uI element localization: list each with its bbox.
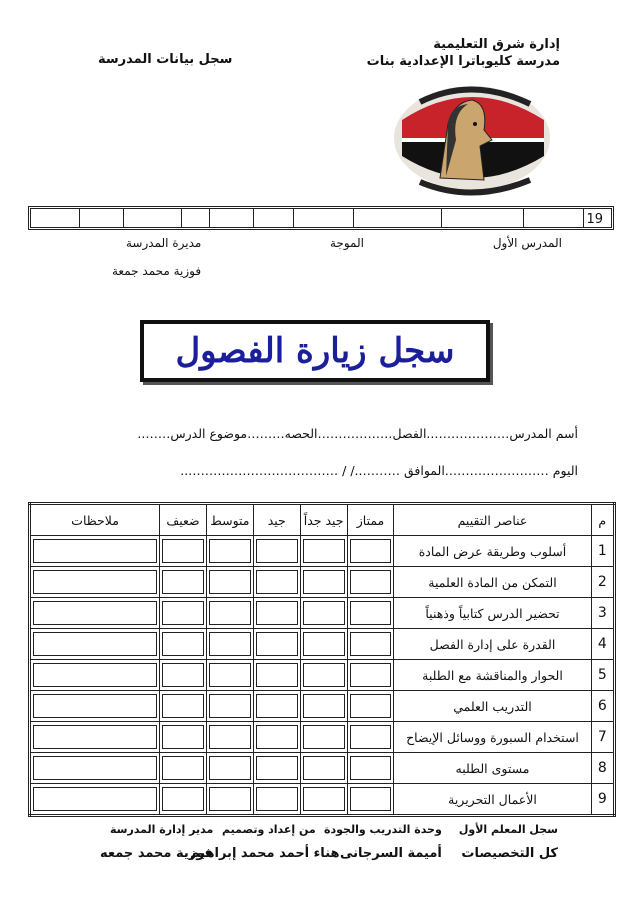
rating-cell-notes[interactable] [30, 629, 160, 660]
criterion-label: استخدام السبورة ووسائل الإيضاح [394, 722, 591, 753]
rating-box-excellent[interactable] [350, 539, 392, 563]
rating-box-good[interactable] [256, 632, 298, 656]
rating-box-very-good[interactable] [303, 632, 345, 656]
table-row [30, 629, 615, 660]
rating-cell-average[interactable] [206, 567, 253, 598]
page-title: سجل زيارة الفصول [175, 331, 455, 371]
rating-cell-excellent[interactable] [347, 753, 394, 784]
rating-box-excellent[interactable] [350, 694, 392, 718]
header-average: متوسط [206, 504, 253, 536]
header-num: م [591, 504, 614, 536]
table-row [30, 753, 615, 784]
footer-role-4: مدير إدارة المدرسة [110, 823, 214, 836]
rating-cell-weak[interactable] [160, 598, 207, 629]
rating-cell-good[interactable] [253, 598, 300, 629]
row-number: 7 [591, 722, 614, 753]
rating-box-average[interactable] [209, 756, 251, 780]
footer-role-1: سجل المعلم الأول [458, 823, 558, 836]
row-number: 1 [591, 536, 614, 567]
rating-cell-weak[interactable] [160, 753, 207, 784]
header-good: جيد [253, 504, 300, 536]
rating-cell-average[interactable] [206, 722, 253, 753]
school-name: مدرسة كليوباترا الإعدادية بنات [366, 54, 560, 69]
rating-box-very-good[interactable] [303, 663, 345, 687]
table-row [30, 722, 615, 753]
criterion-label: الأعمال التحريرية [394, 784, 591, 816]
teacher-class-line[interactable]: أسم المدرس………………..الفصل………………الحصه………موضوع الدرس…….. [137, 426, 578, 441]
rating-box-average[interactable] [209, 632, 251, 656]
rating-box-notes[interactable] [33, 694, 157, 718]
rating-box-good[interactable] [256, 725, 298, 749]
rating-cell-good[interactable] [253, 722, 300, 753]
rating-box-notes[interactable] [33, 725, 157, 749]
rating-cell-very-good[interactable] [300, 784, 347, 816]
rating-box-excellent[interactable] [350, 663, 392, 687]
rating-cell-excellent[interactable] [347, 536, 394, 567]
header-notes: ملاحظات [30, 504, 160, 536]
row-number: 9 [591, 784, 614, 816]
rating-box-very-good[interactable] [303, 694, 345, 718]
rating-cell-average[interactable] [206, 660, 253, 691]
rating-cell-notes[interactable] [30, 660, 160, 691]
rating-cell-average[interactable] [206, 691, 253, 722]
header-very-good: جيد جداً [300, 504, 347, 536]
rating-cell-excellent[interactable] [347, 660, 394, 691]
rating-box-average[interactable] [209, 725, 251, 749]
rating-box-good[interactable] [256, 756, 298, 780]
rating-box-average[interactable] [209, 663, 251, 687]
records-title: سجل بيانات المدرسة [98, 52, 233, 67]
rating-box-weak[interactable] [162, 663, 204, 687]
rating-cell-good[interactable] [253, 536, 300, 567]
criterion-label: القدرة على إدارة الفصل [394, 629, 591, 660]
rating-cell-excellent[interactable] [347, 722, 394, 753]
rating-cell-excellent[interactable] [347, 784, 394, 816]
table-row [30, 660, 615, 691]
rating-box-good[interactable] [256, 601, 298, 625]
header-criteria: عناصر التقييم [394, 504, 591, 536]
row-number: 6 [591, 691, 614, 722]
criterion-label: أسلوب وطريقة عرض المادة [394, 536, 591, 567]
rating-box-notes[interactable] [33, 570, 157, 594]
school-logo [380, 80, 560, 198]
row-number: 3 [591, 598, 614, 629]
rating-cell-weak[interactable] [160, 722, 207, 753]
rating-cell-average[interactable] [206, 629, 253, 660]
rating-cell-good[interactable] [253, 567, 300, 598]
row-number: 8 [591, 753, 614, 784]
rating-cell-weak[interactable] [160, 660, 207, 691]
table-row [30, 536, 615, 567]
criterion-label: الحوار والمناقشة مع الطلبة [394, 660, 591, 691]
rating-cell-very-good[interactable] [300, 536, 347, 567]
rating-cell-good[interactable] [253, 629, 300, 660]
rating-cell-excellent[interactable] [347, 691, 394, 722]
first-teacher-label: المدرس الأول [492, 236, 562, 250]
criterion-label: التدريب العلمي [394, 691, 591, 722]
rating-box-average[interactable] [209, 539, 251, 563]
row-number: 2 [591, 567, 614, 598]
rating-box-notes[interactable] [33, 601, 157, 625]
rating-box-notes[interactable] [33, 756, 157, 780]
rating-box-average[interactable] [209, 570, 251, 594]
rating-box-excellent[interactable] [350, 601, 392, 625]
rating-cell-average[interactable] [206, 598, 253, 629]
numbered-strip [28, 206, 614, 230]
footer-role-2: وحدة التدريب والجودة [324, 823, 442, 836]
rating-box-good[interactable] [256, 663, 298, 687]
rating-cell-notes[interactable] [30, 536, 160, 567]
rating-box-good[interactable] [256, 694, 298, 718]
rating-box-weak[interactable] [162, 601, 204, 625]
rating-box-weak[interactable] [162, 787, 204, 811]
rating-box-excellent[interactable] [350, 632, 392, 656]
header-excellent: ممتاز [347, 504, 394, 536]
rating-cell-excellent[interactable] [347, 629, 394, 660]
principal-name: فوزية محمد جمعة [112, 264, 202, 278]
table-row [30, 784, 615, 816]
rating-cell-very-good[interactable] [300, 629, 347, 660]
footer-name-4: فوزية محمد جمعه [100, 846, 213, 861]
rating-box-good[interactable] [256, 787, 298, 811]
rating-box-weak[interactable] [162, 694, 204, 718]
criterion-label: تحضير الدرس كتابياً وذهنياً [394, 598, 591, 629]
table-header-row [30, 504, 615, 536]
footer-name-1: كل التخصيصات [461, 846, 558, 861]
criterion-label: مستوى الطلبه [394, 753, 591, 784]
rating-box-notes[interactable] [33, 632, 157, 656]
rating-cell-very-good[interactable] [300, 722, 347, 753]
rating-box-weak[interactable] [162, 756, 204, 780]
footer-role-3: من إعداد وتصميم [222, 823, 316, 836]
rating-box-weak[interactable] [162, 632, 204, 656]
date-line[interactable]: اليوم …………………….الموافق ………../ / ……………………………….. [180, 463, 578, 478]
rating-cell-average[interactable] [206, 753, 253, 784]
rating-box-weak[interactable] [162, 539, 204, 563]
rating-cell-notes[interactable] [30, 784, 160, 816]
rating-cell-very-good[interactable] [300, 753, 347, 784]
rating-box-notes[interactable] [33, 663, 157, 687]
rating-cell-notes[interactable] [30, 567, 160, 598]
header-weak: ضعيف [160, 504, 207, 536]
criterion-label: التمكن من المادة العلمية [394, 567, 591, 598]
table-row [30, 567, 615, 598]
rating-box-very-good[interactable] [303, 570, 345, 594]
rating-box-weak[interactable] [162, 570, 204, 594]
row-number: 5 [591, 660, 614, 691]
rating-cell-average[interactable] [206, 536, 253, 567]
rating-box-weak[interactable] [162, 725, 204, 749]
rating-cell-very-good[interactable] [300, 691, 347, 722]
rating-cell-notes[interactable] [30, 691, 160, 722]
admin-name: إدارة شرق التعليمية [433, 37, 560, 52]
rating-box-excellent[interactable] [350, 756, 392, 780]
rating-cell-excellent[interactable] [347, 567, 394, 598]
rating-cell-weak[interactable] [160, 691, 207, 722]
rating-cell-weak[interactable] [160, 629, 207, 660]
strip-number: 19 [586, 212, 603, 227]
header-admin-block [367, 36, 560, 70]
evaluation-table [28, 502, 616, 817]
rating-cell-good[interactable] [253, 660, 300, 691]
rating-cell-good[interactable] [253, 784, 300, 816]
rating-cell-notes[interactable] [30, 598, 160, 629]
rating-box-notes[interactable] [33, 539, 157, 563]
rating-cell-average[interactable] [206, 784, 253, 816]
rating-cell-very-good[interactable] [300, 598, 347, 629]
rating-cell-very-good[interactable] [300, 567, 347, 598]
rating-box-good[interactable] [256, 570, 298, 594]
rating-cell-notes[interactable] [30, 722, 160, 753]
rating-box-average[interactable] [209, 694, 251, 718]
rating-box-very-good[interactable] [303, 601, 345, 625]
rating-cell-good[interactable] [253, 691, 300, 722]
rating-cell-weak[interactable] [160, 784, 207, 816]
footer-name-2: أميمة السرجانى [340, 846, 442, 861]
rating-box-average[interactable] [209, 601, 251, 625]
supervisor-label: الموجة [330, 236, 364, 250]
rating-box-average[interactable] [209, 787, 251, 811]
rating-box-excellent[interactable] [350, 787, 392, 811]
rating-cell-weak[interactable] [160, 567, 207, 598]
rating-box-very-good[interactable] [303, 725, 345, 749]
table-row [30, 691, 615, 722]
rating-box-notes[interactable] [33, 787, 157, 811]
table-row [30, 598, 615, 629]
rating-box-very-good[interactable] [303, 756, 345, 780]
rating-cell-weak[interactable] [160, 536, 207, 567]
row-number: 4 [591, 629, 614, 660]
footer-name-3: هناء أحمد محمد إبراهيم [190, 846, 340, 861]
rating-cell-very-good[interactable] [300, 660, 347, 691]
principal-title: مديرة المدرسة [126, 236, 202, 250]
rating-box-good[interactable] [256, 539, 298, 563]
rating-cell-notes[interactable] [30, 753, 160, 784]
rating-box-excellent[interactable] [350, 570, 392, 594]
rating-box-very-good[interactable] [303, 539, 345, 563]
rating-cell-good[interactable] [253, 753, 300, 784]
rating-box-very-good[interactable] [303, 787, 345, 811]
rating-cell-excellent[interactable] [347, 598, 394, 629]
title-box [140, 320, 490, 382]
rating-box-excellent[interactable] [350, 725, 392, 749]
